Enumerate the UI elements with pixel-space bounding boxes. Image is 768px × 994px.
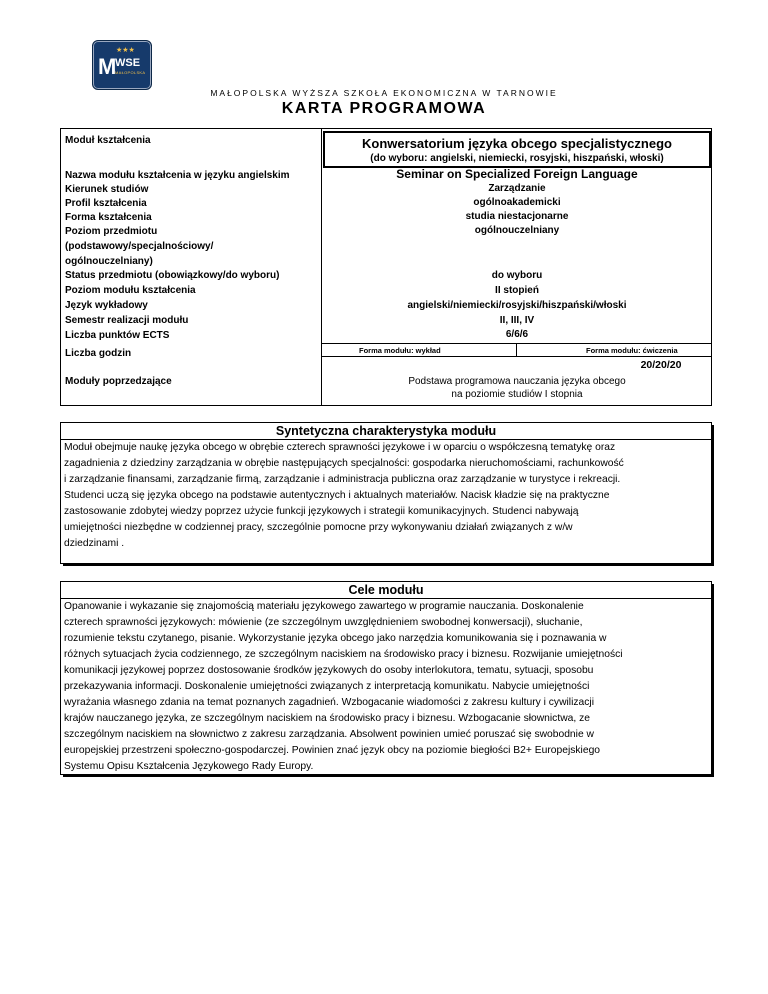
value-prereq-1: Podstawa programowa nauczania języka obcego xyxy=(408,376,626,387)
goals-line: komunikacji językowej poprzez dostosowanie środków językowych do osoby interlokutora, tematu, sytuacji, sposobu xyxy=(64,665,594,676)
goals-line: czterech sprawności językowych: mówienie (ze szczególnym uwzględnieniem swobodnej konwersacji), słuchanie, xyxy=(64,617,583,628)
hours-cell xyxy=(321,343,711,374)
logo-text: WSE xyxy=(115,57,141,69)
summary-line: i zarządzanie finansami, zarządzanie firmą, zarządzanie i administracja publiczna oraz zarządzanie w turystyce i rekreacji. xyxy=(64,474,621,485)
goals-shadow-bottom xyxy=(63,774,714,777)
value-field: Zarządzanie xyxy=(488,183,546,194)
hours-line xyxy=(321,356,711,357)
form-lecture: Forma modułu: wykład xyxy=(359,346,441,355)
goals-text xyxy=(61,599,711,775)
form-exercises: Forma modułu: ćwiczenia xyxy=(586,346,678,355)
module-options: (do wyboru: angielski, niemiecki, rosyjski, hiszpański, włoski) xyxy=(370,153,664,164)
module-english-name: Seminar on Specialized Foreign Language xyxy=(396,167,638,181)
module-name: Konwersatorium języka obcego specjalistycznego xyxy=(362,136,672,151)
label-level-2: (podstawowy/specjalnościowy/ xyxy=(65,241,214,252)
value-ects: 6/6/6 xyxy=(505,329,529,340)
goals-line: krajów nauczanego języka, ze szczególnym naciskiem na środowisko pracy i biznesu. Wzbogacanie słownictwa, ze xyxy=(64,713,590,724)
label-ects: Liczba punktów ECTS xyxy=(65,330,170,341)
label-module: Moduł kształcenia xyxy=(65,135,151,146)
summary-line: umiejętności niezbędne w codziennej pracy, szczególnie pomocne przy wykonywaniu działań związanych z w/w xyxy=(64,522,573,533)
summary-heading: Syntetyczna charakterystyka modułu xyxy=(61,423,711,440)
logo-subtext: MAŁOPOLSKA xyxy=(115,70,146,75)
summary-line: zastosowanie zdobytej wiedzy poprzez użycie funkcji językowych i strategii komunikacyjnych. Studenci nabywają xyxy=(64,506,579,517)
summary-shadow-right xyxy=(711,425,714,566)
goals-line: wyrażania własnego zdania na temat poznanych zagadnień. Wzbogacanie wiadomości z zakresu kultury i cywilizacji xyxy=(64,697,594,708)
hours-divider xyxy=(516,344,517,356)
label-language: Język wykładowy xyxy=(65,300,148,311)
value-semester: II, III, IV xyxy=(499,315,535,326)
module-info-table xyxy=(60,128,712,406)
value-level: ogólnouczelniany xyxy=(474,225,560,236)
goals-line: przekazywania informacji. Doskonalenie umiejętności związanych z interpretacją komunikatu. Nabycie umiejętności xyxy=(64,681,590,692)
goals-line: europejskiej przestrzeni społeczno-gospodarczej. Powinien znać język obcy na poziomie biegłości B2+ Europejskiego xyxy=(64,745,601,756)
label-prereq: Moduły poprzedzające xyxy=(65,376,172,387)
value-prereq-2: na poziomie studiów I stopnia xyxy=(451,389,583,400)
summary-line: Studenci uczą się języka obcego na podstawie autentycznych i aktualnych materiałów. Nacisk kładzie się na praktyczne xyxy=(64,490,610,501)
page-title: KARTA PROGRAMOWA xyxy=(281,100,487,117)
goals-line: Opanowanie i wykazanie się znajomością materiału językowego zawartego w programie nauczania. Doskonalenie xyxy=(64,601,584,612)
label-hours: Liczba godzin xyxy=(65,348,132,359)
label-profile: Profil kształcenia xyxy=(65,198,147,209)
label-level-1: Poziom przedmiotu xyxy=(65,226,158,237)
value-language: angielski/niemiecki/rosyjski/hiszpański/włoski xyxy=(407,300,627,311)
goals-line: Systemu Opisu Kształcenia Językowego Rady Europy. xyxy=(64,761,314,772)
star-icon: ★★★ xyxy=(116,47,135,54)
label-form: Forma kształcenia xyxy=(65,212,152,223)
label-field: Kierunek studiów xyxy=(65,184,149,195)
label-english-name: Nazwa modułu kształcenia w języku angielskim xyxy=(65,170,290,181)
value-module-level: II stopień xyxy=(495,285,539,296)
goals-line: szczególnym naciskiem na słownictwo z zakresu zarządzania. Absolwent powinien umieć poruszać się swobodnie w xyxy=(64,729,594,740)
university-name: MAŁOPOLSKA WYŻSZA SZKOŁA EKONOMICZNA W TARNOWIE xyxy=(210,88,558,98)
value-profile: ogólnoakademicki xyxy=(473,197,561,208)
summary-text xyxy=(61,440,711,552)
goals-line: różnych sytuacjach życia codziennego, ze szczególnym naciskiem na środowisko pracy i biznesu. Rozwijanie umiejętności xyxy=(64,649,623,660)
goals-line: rozumienie tekstu czytanego, pisanie. Wykorzystanie języka obcego jako narzędzia komunikowania się i poznawania w xyxy=(64,633,607,644)
goals-heading: Cele modułu xyxy=(61,582,711,599)
summary-section xyxy=(60,422,712,564)
summary-line: dziedzinami . xyxy=(64,538,125,549)
goals-shadow-right xyxy=(711,584,714,777)
summary-line: Moduł obejmuje naukę języka obcego w obrębie czterech sprawności językowe i w oparciu o współczesną tematykę oraz xyxy=(64,442,616,453)
value-form: studia niestacjonarne xyxy=(465,211,569,222)
logo-letter: M xyxy=(98,54,116,79)
label-status: Status przedmiotu (obowiązkowy/do wyboru) xyxy=(65,270,280,281)
label-level-3: ogólnouczelniany) xyxy=(65,256,153,267)
summary-line: zagadnienia z dziedziny zarządzania w obrębie następujących specjalności: gospodarka nieruchomościami, rachunkowość xyxy=(64,458,624,469)
label-module-level: Poziom modułu kształcenia xyxy=(65,285,196,296)
label-semester: Semestr realizacji modułu xyxy=(65,315,189,326)
goals-section xyxy=(60,581,712,775)
summary-shadow-bottom xyxy=(63,563,714,566)
university-logo xyxy=(92,40,152,90)
value-hours: 20/20/20 xyxy=(640,359,682,371)
value-status: do wyboru xyxy=(491,270,543,281)
